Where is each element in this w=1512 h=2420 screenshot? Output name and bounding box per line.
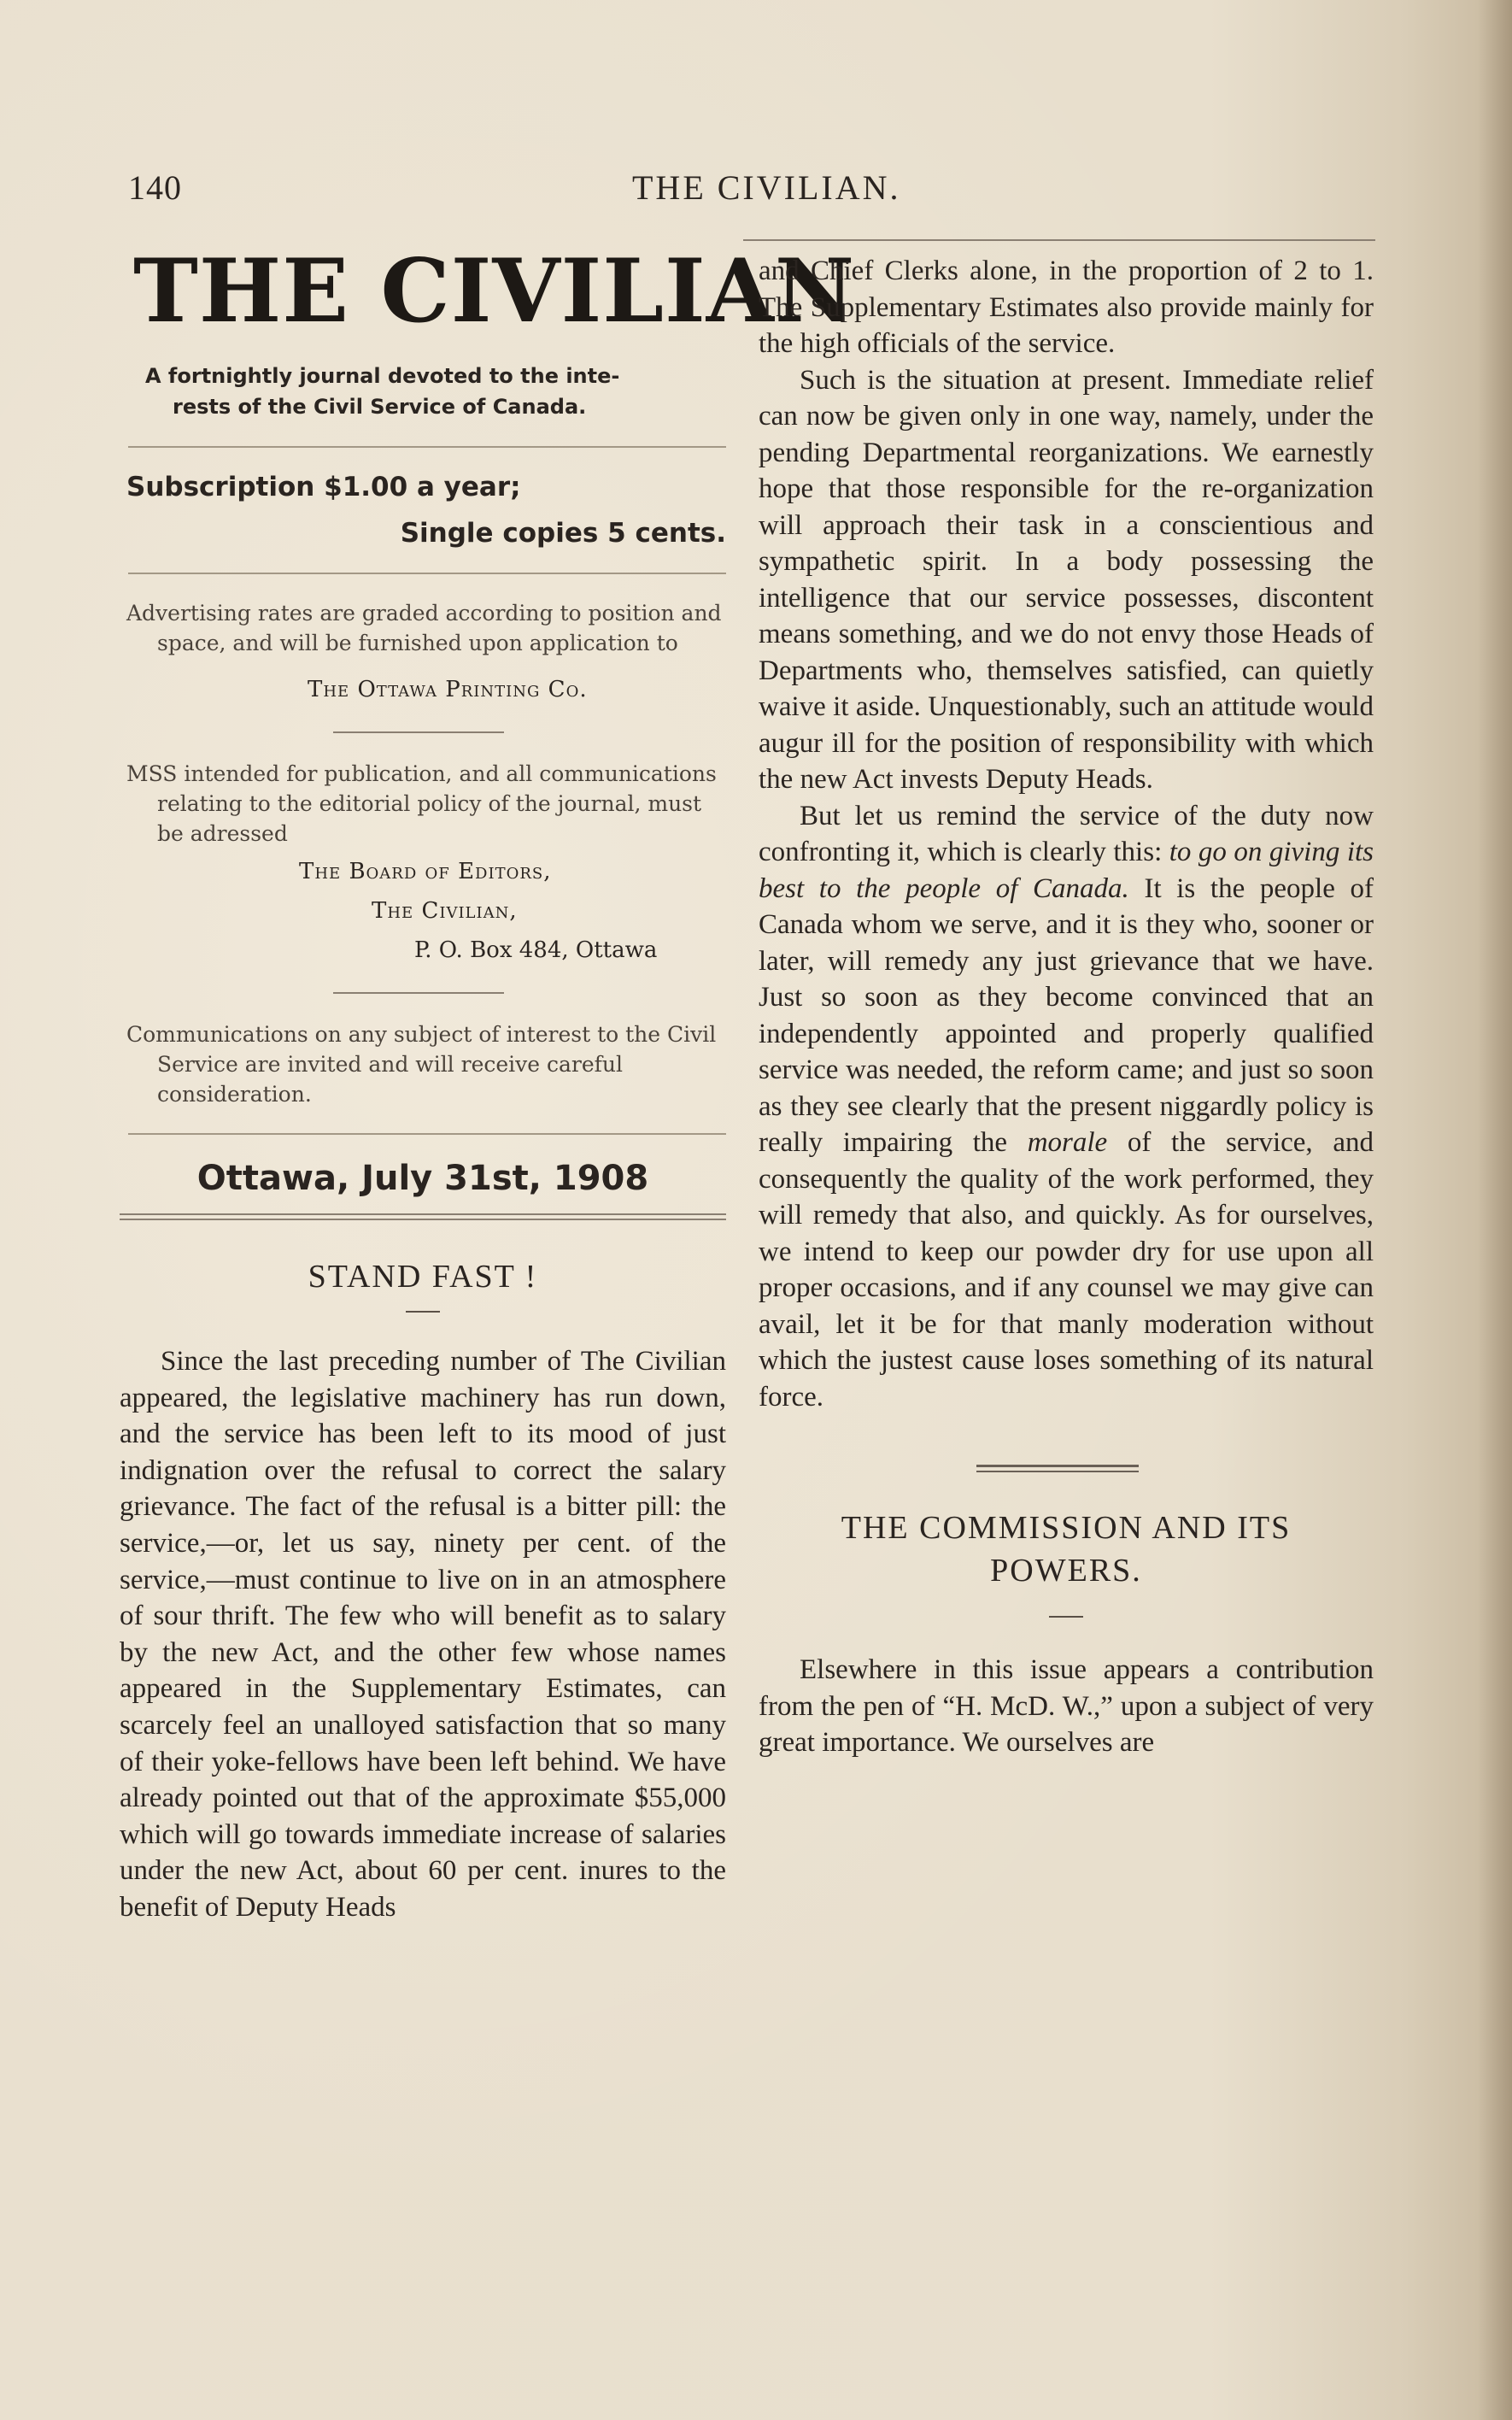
masthead-tagline — [145, 361, 709, 422]
page-number: 140 — [128, 168, 182, 207]
text-run: But let us remind the service of the duty now confronting it, which is clearly this: — [759, 800, 1374, 867]
heading-line-1: THE COMMISSION AND ITS — [841, 1510, 1292, 1546]
paragraph: Since the last preceding number of The Civilian appeared, the legislative machinery has run down, and the service has been left to its mood of just indignation over the refusal to correct the salary grievance. The fact of the refusal is a bitter pill: the service,—or, let us say, ninety per cent. of the service,—must continue to live on in an atmosphere of sour thrift. The few who will benefit as to salary by the new Act, and the other few whose names appeared in the Supplementary Estimates, can scarcely feel an unalloyed satisfaction that so many of their yoke-fellows have been left behind. We have already pointed out that of the approximate $55,000 which will go towards immediate increase of salaries under the new Act, about 60 per cent. inures to the benefit of Deputy Heads — [120, 1346, 726, 1923]
tagline-line-2: rests of the Civil Service of Canada. — [173, 395, 587, 419]
heading-line-2: POWERS. — [990, 1553, 1142, 1589]
running-head — [128, 167, 1375, 210]
running-title: THE CIVILIAN. — [632, 168, 901, 207]
divider — [333, 992, 504, 994]
single-copy-price: Single copies 5 cents. — [400, 518, 726, 549]
divider — [333, 731, 504, 733]
italic-text: morale — [1027, 1127, 1108, 1158]
article-heading-stand-fast: STAND FAST ! — [308, 1259, 538, 1295]
advertising-notice: Advertising rates are graded according to position and space, and will be furnished upon application to — [126, 601, 722, 655]
tagline-line-1: A fortnightly journal devoted to the inte- — [145, 364, 620, 388]
article-body-left — [120, 1343, 726, 1926]
left-column — [120, 240, 856, 1926]
paragraph: Such is the situation at present. Immediate relief can now be given only in one way, namely, under the pending Departmental reorganizations. We earnestly hope that those responsible for the re-organization will approach their task in a conscientious and sympathetic spirit. In a body possessing the intelligence that our service possesses, discontent means something, and we do not envy those Heads of Departments who, themselves satisfied, can quietly waive it aside. Unquestionably, such an attitude would augur ill for the position of responsibility with which the new Act invests Deputy Heads. — [759, 364, 1374, 795]
address-line-3: P. O. Box 484, Ottawa — [414, 937, 658, 963]
subscription-price: Subscription $1.00 a year; — [126, 472, 521, 502]
text-run: of the service, and consequently the quality of the work performed, they will remedy that also, and quickly. As for ourselves, we intend to keep our powder dry for use upon all proper occasions, and if any counsel we may give can avail, let it be for that manly moderation without which the justest cause loses something of its natural force. — [759, 1127, 1374, 1413]
divider — [128, 1133, 726, 1135]
divider — [128, 446, 726, 448]
section-divider — [976, 1465, 1139, 1472]
text-run: It is the people of Canada whom we serve, and it is they who, sooner or later, will remedy any just grievance that we have. Just so soon as they become convinced that an independently appointed and properly qualified service was needed, the reform came; and just so soon as they see clearly that the present niggardly policy is really impairing the — [759, 872, 1374, 1158]
mss-notice: MSS intended for publication, and all communications relating to the editorial policy of the journal, must be adressed — [126, 761, 717, 846]
paragraph — [759, 798, 1374, 1416]
paragraph-continued: and Chief Clerks alone, in the proportion of 2 to 1. The Supplementary Estimates also provide mainly for the high officials of the service. — [759, 256, 1374, 359]
address-line-2: The Civilian, — [372, 898, 518, 924]
right-column — [759, 253, 1374, 1761]
divider — [128, 573, 726, 574]
article2-body — [759, 1652, 1374, 1761]
article-body-right — [759, 253, 1374, 1415]
heading-dash — [406, 1311, 440, 1313]
italic-text: to go on giving its best to the people of Canada. — [759, 837, 1374, 904]
double-divider — [120, 1213, 726, 1220]
dateline: Ottawa, July 31st, 1908 — [196, 1159, 649, 1198]
paragraph: Elsewhere in this issue appears a contribution from the pen of “H. McD. W.,” upon a subject of very great importance. We ourselves are — [759, 1654, 1374, 1758]
page-spine-shadow — [1478, 0, 1512, 2420]
address-line-1: The Board of Editors, — [299, 859, 552, 884]
masthead-title: THE CIVILIAN — [133, 240, 856, 343]
heading-dash — [1049, 1616, 1083, 1618]
printer-name: The Ottawa Printing Co. — [308, 677, 588, 702]
article-heading-commission — [759, 1507, 1374, 1592]
communications-notice: Communications on any subject of interest to the Civil Service are invited and will receive careful consideration. — [126, 1022, 717, 1107]
